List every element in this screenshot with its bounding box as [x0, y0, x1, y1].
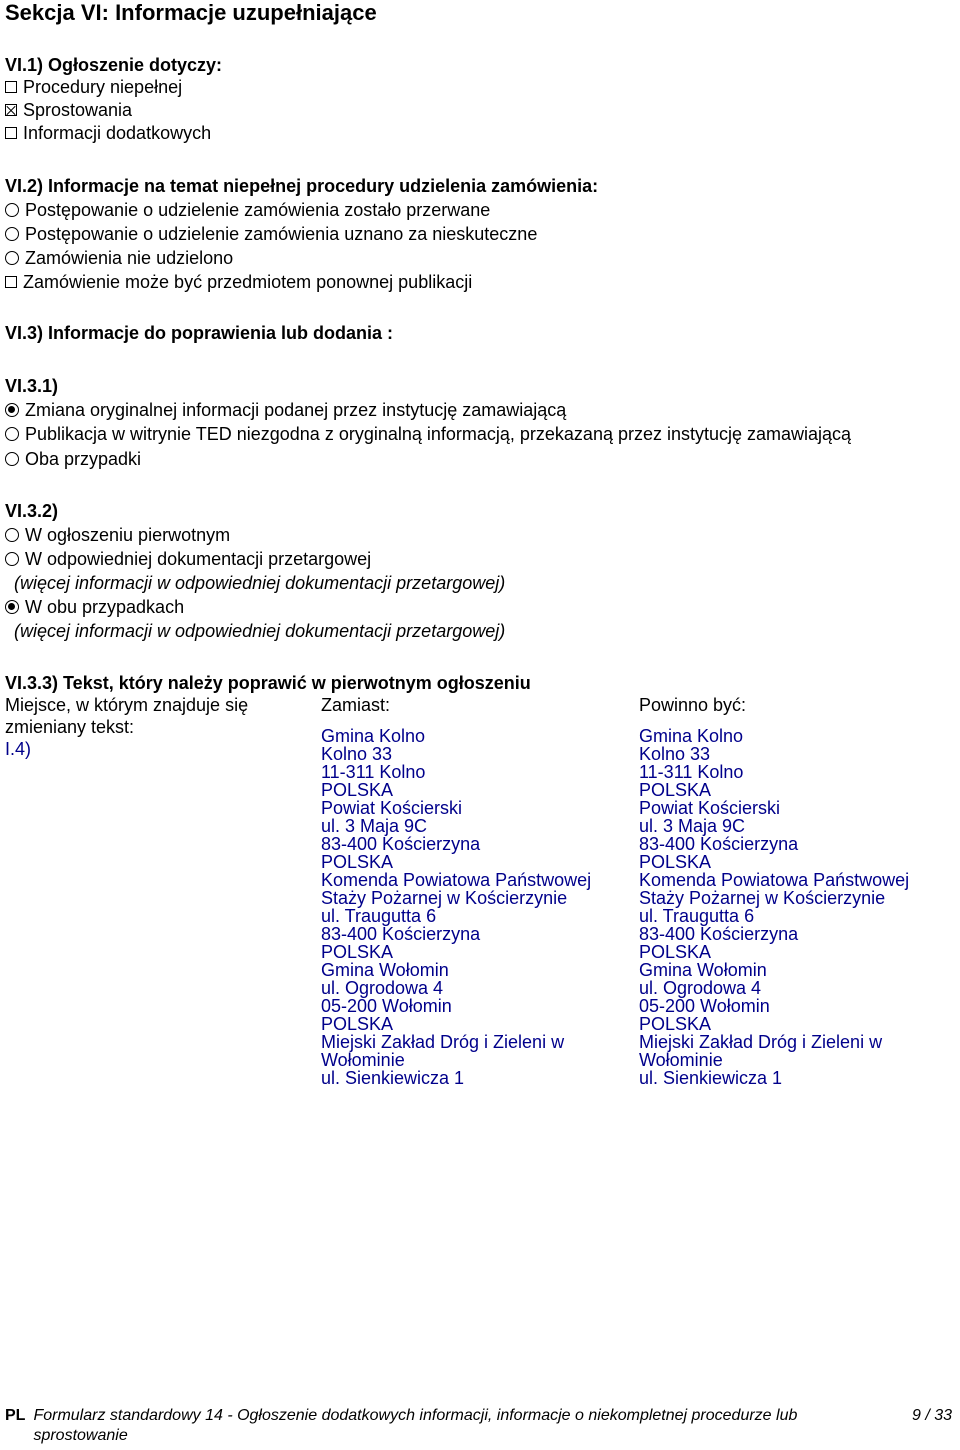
radio-empty-icon — [5, 227, 19, 241]
option-label: Publikacja w witrynie TED niezgodna z oryginalną informacją, przekazaną przez instytucję zamawiającą — [25, 424, 852, 444]
radio-obu-przypadkach — [5, 596, 184, 618]
should-text — [639, 727, 909, 1087]
should-line: Staży Pożarnej w Kościerzynie — [639, 888, 886, 908]
radio-empty-icon — [5, 452, 19, 466]
option-label: W odpowiedniej dokumentacji przetargowej — [25, 549, 372, 569]
should-line: POLSKA — [639, 780, 712, 800]
should-line: Powiat Kościerski — [639, 798, 781, 818]
instead-line: Miejski Zakład Dróg i Zieleni w — [321, 1032, 565, 1052]
instead-line: 05-200 Wołomin — [321, 996, 452, 1016]
option-sprostowania — [5, 99, 132, 121]
should-line: POLSKA — [639, 852, 712, 872]
option-label: Oba przypadki — [25, 449, 142, 469]
should-line: 83-400 Kościerzyna — [639, 834, 799, 854]
instead-line: 83-400 Kościerzyna — [321, 924, 481, 944]
radio-empty-icon — [5, 427, 19, 441]
option-label: W obu przypadkach — [25, 597, 185, 617]
instead-line: Wołominie — [321, 1050, 405, 1070]
instead-label: Zamiast: — [321, 695, 391, 715]
place-column — [5, 694, 295, 760]
footer-page-number: 9 / 33 — [911, 1407, 952, 1424]
page-footer — [5, 1406, 955, 1446]
radio-empty-icon — [5, 528, 19, 542]
section-vi1-heading: VI.1) Ogłoszenie dotyczy: — [5, 55, 223, 75]
option-label: Zmiana oryginalnej informacji podanej przez instytucję zamawiającą — [25, 400, 567, 420]
place-label: Miejsce, w którym znajduje się zmieniany tekst: — [5, 695, 249, 737]
section-vi33-heading: VI.3.3) Tekst, który należy poprawić w pierwotnym ogłoszeniu — [5, 673, 531, 693]
should-label: Powinno być: — [639, 695, 747, 715]
should-line: ul. Ogrodowa 4 — [639, 978, 762, 998]
radio-postepowanie-nieskuteczne — [5, 223, 537, 245]
instead-line: 11-311 Kolno — [321, 762, 426, 782]
checkbox-empty-icon — [5, 127, 17, 139]
instead-line: POLSKA — [321, 942, 394, 962]
instead-line: 83-400 Kościerzyna — [321, 834, 481, 854]
should-line: Gmina Wołomin — [639, 960, 767, 980]
should-line: Kolno 33 — [639, 744, 711, 764]
instead-line: ul. Traugutta 6 — [321, 906, 437, 926]
radio-empty-icon — [5, 203, 19, 217]
section-vi32-heading: VI.3.2) — [5, 501, 59, 521]
note-dokumentacja: (więcej informacji w odpowiedniej dokumentacji przetargowej) — [14, 573, 506, 593]
section-vi31-heading: VI.3.1) — [5, 376, 59, 396]
should-line: Komenda Powiatowa Państwowej — [639, 870, 910, 890]
section-vi2-heading: VI.2) Informacje na temat niepełnej procedury udzielenia zamówienia: — [5, 176, 599, 196]
footer-language: PL — [5, 1407, 26, 1424]
instead-line: Gmina Wołomin — [321, 960, 449, 980]
radio-oba-przypadki — [5, 448, 141, 470]
option-label: Postępowanie o udzielenie zamówienia zostało przerwane — [25, 200, 491, 220]
should-line: Gmina Kolno — [639, 726, 744, 746]
section-vi3-heading: VI.3) Informacje do poprawienia lub dodania : — [5, 323, 394, 343]
note-obu-przypadkach: (więcej informacji w odpowiedniej dokumentacji przetargowej) — [14, 621, 506, 641]
should-line: 11-311 Kolno — [639, 762, 744, 782]
radio-selected-icon — [5, 600, 19, 614]
instead-line: ul. 3 Maja 9C — [321, 816, 428, 836]
should-line: 83-400 Kościerzyna — [639, 924, 799, 944]
instead-line: POLSKA — [321, 852, 394, 872]
should-line: Wołominie — [639, 1050, 723, 1070]
should-line: Miejski Zakład Dróg i Zieleni w — [639, 1032, 883, 1052]
radio-ogloszenie-pierwotne — [5, 524, 230, 546]
checkbox-empty-icon — [5, 276, 17, 288]
instead-line: Staży Pożarnej w Kościerzynie — [321, 888, 568, 908]
footer-description: Formularz standardowy 14 - Ogłoszenie dodatkowych informacji, informacje o niekompletnej procedurze lub sprostowanie — [33, 1407, 798, 1444]
radio-dokumentacja-przetargowa — [5, 548, 371, 570]
should-line: ul. Sienkiewicza 1 — [639, 1068, 783, 1088]
instead-line: POLSKA — [321, 1014, 394, 1034]
option-label: Postępowanie o udzielenie zamówienia uznano za nieskuteczne — [25, 224, 538, 244]
instead-line: POLSKA — [321, 780, 394, 800]
instead-line: ul. Sienkiewicza 1 — [321, 1068, 465, 1088]
radio-zmiana-oryginalnej — [5, 399, 566, 421]
option-procedury-niepelnej — [5, 76, 182, 98]
option-label: Zamówienia nie udzielono — [25, 248, 234, 268]
checkbox-empty-icon — [5, 81, 17, 93]
should-line: POLSKA — [639, 942, 712, 962]
radio-empty-icon — [5, 251, 19, 265]
instead-line: Kolno 33 — [321, 744, 393, 764]
radio-empty-icon — [5, 552, 19, 566]
option-informacji-dodatkowych — [5, 122, 211, 144]
radio-selected-icon — [5, 403, 19, 417]
instead-line: ul. Ogrodowa 4 — [321, 978, 444, 998]
checkbox-ponownej-publikacji — [5, 271, 472, 293]
instead-line: Powiat Kościerski — [321, 798, 463, 818]
checkbox-checked-icon — [5, 104, 17, 116]
option-label: Procedury niepełnej — [23, 77, 183, 97]
radio-zamowienia-nie-udzielono — [5, 247, 233, 269]
should-line: POLSKA — [639, 1014, 712, 1034]
should-line: ul. 3 Maja 9C — [639, 816, 746, 836]
should-line: ul. Traugutta 6 — [639, 906, 755, 926]
should-line: 05-200 Wołomin — [639, 996, 770, 1016]
option-label: W ogłoszeniu pierwotnym — [25, 525, 231, 545]
instead-line: Komenda Powiatowa Państwowej — [321, 870, 592, 890]
option-label: Sprostowania — [23, 100, 133, 120]
option-label: Informacji dodatkowych — [23, 123, 212, 143]
instead-line: Gmina Kolno — [321, 726, 426, 746]
option-label: Zamówienie może być przedmiotem ponownej publikacji — [23, 272, 473, 292]
place-value: I.4) — [5, 739, 32, 759]
radio-publikacja-ted — [5, 423, 851, 445]
instead-text — [321, 727, 591, 1087]
radio-postepowanie-przerwane — [5, 199, 490, 221]
page-title: Sekcja VI: Informacje uzupełniające — [5, 0, 377, 25]
